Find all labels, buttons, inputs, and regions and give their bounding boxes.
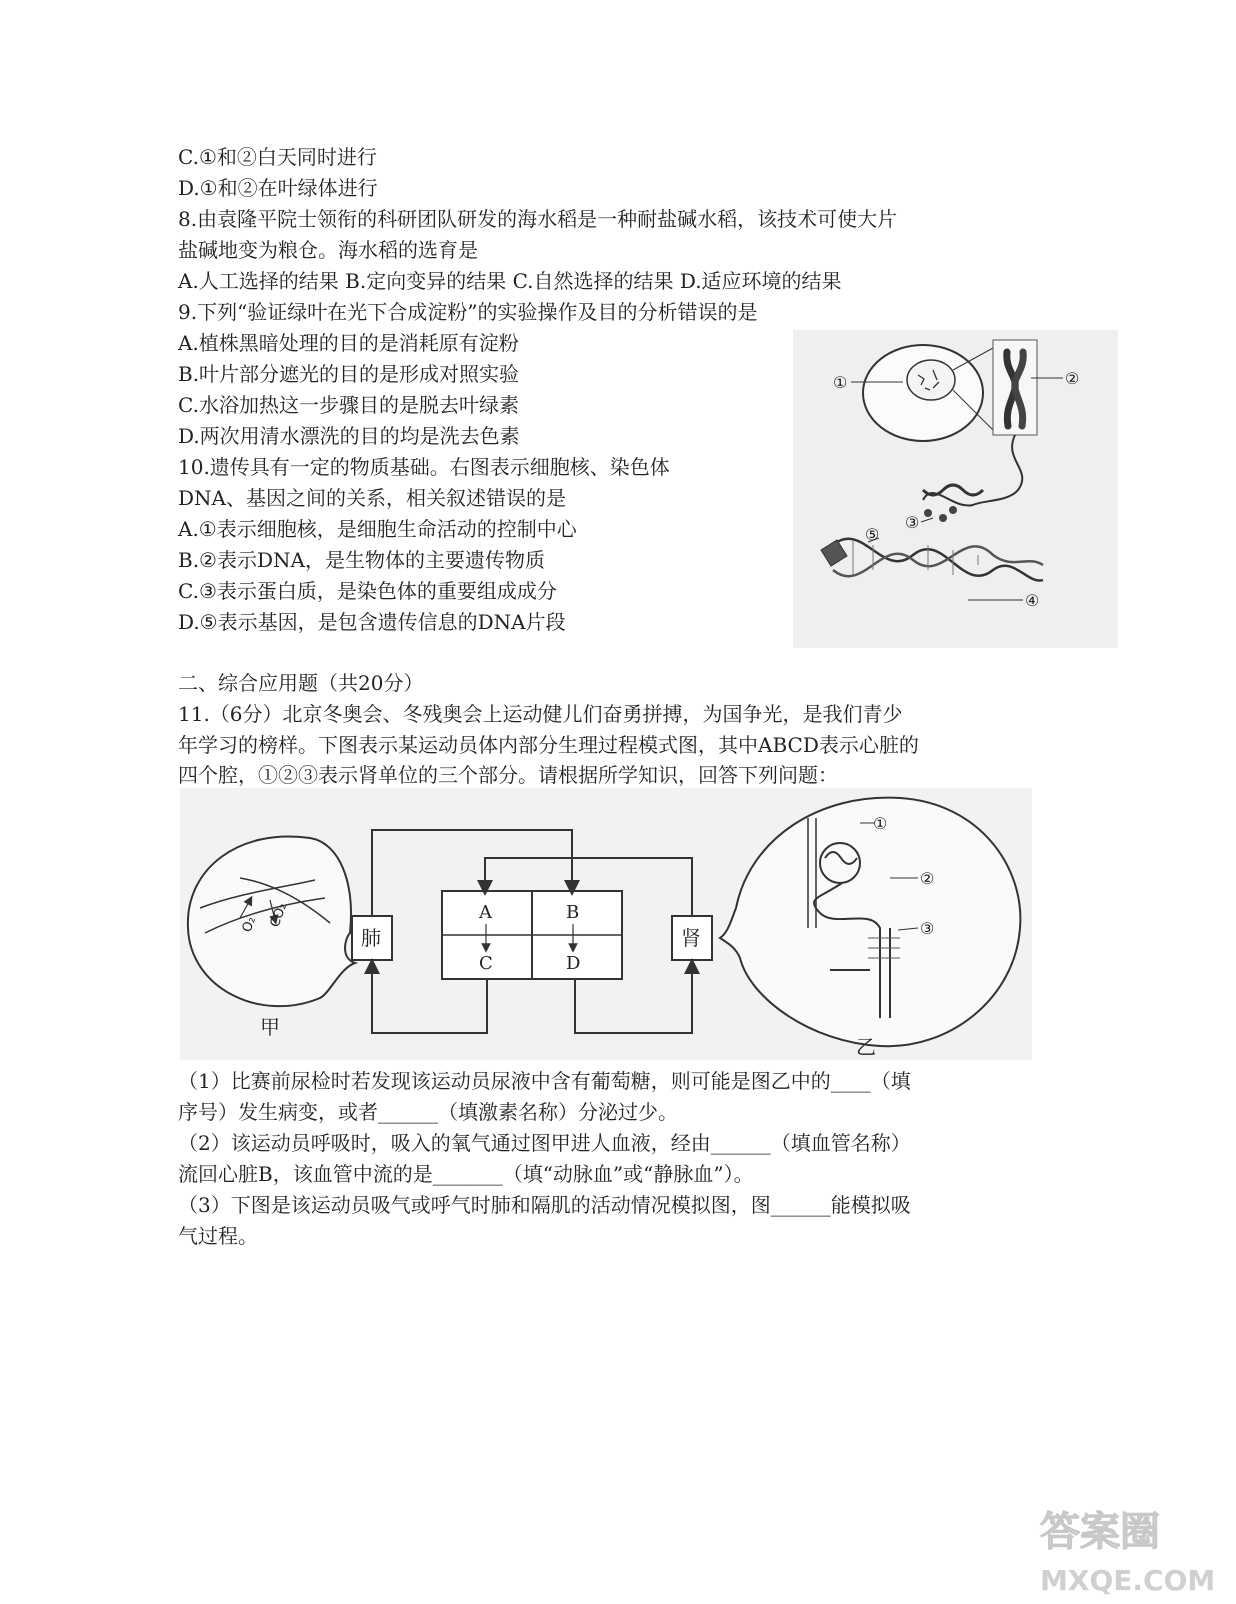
chromosome-dna-diagram [793,330,1118,648]
lung-label: 肺 [361,926,381,950]
watermark-logo [1000,1490,1230,1600]
dna-fig-label-5: ⑤ [865,525,880,544]
q11-stem-line1: 11.（6分）北京冬奥会、冬残奥会上运动健儿们奋勇拼搏，为国争光，是我们青少 [178,702,903,726]
q9-option-a: A.植株黑暗处理的目的是消耗原有淀粉 [178,331,519,355]
q10-figure [793,330,1118,648]
section2-heading: 二、综合应用题（共20分） [178,671,424,695]
dna-fig-label-1: ① [833,373,848,392]
nephron-label-3: ③ [920,919,935,938]
kidney-label: 肾 [681,926,701,950]
q7-option-d: D.①和②在叶绿体进行 [178,176,378,200]
q10-stem-line2: DNA、基因之间的关系，相关叙述错误的是 [178,486,566,510]
chamber-a: A [479,902,492,923]
caption-jia: 甲 [260,1015,280,1039]
dna-fig-label-2: ② [1065,369,1080,388]
dna-helix-strand1 [833,539,1043,581]
co2-label: CO₂ [267,901,291,930]
nephron-bubble [720,798,1020,1047]
watermark-logo-text: 答案圈 [1040,1509,1160,1555]
dna-fig-label-4: ④ [1025,591,1040,610]
q10-option-a: A.①表示细胞核，是细胞生命活动的控制中心 [178,517,577,541]
caption-yi: 乙 [856,1035,876,1059]
chamber-c: C [479,953,493,974]
gene-segment [821,540,847,566]
o2-label: O₂ [239,914,260,935]
q10-option-c: C.③表示蛋白质，是染色体的重要组成成分 [178,579,557,603]
q10-option-b: B.②表示DNA，是生物体的主要遗传物质 [178,548,545,572]
q11-figure [180,788,1032,1060]
q8-stem-line1: 8.由袁隆平院士领衔的科研团队研发的海水稻是一种耐盐碱水稻，该技术可使大片 [178,207,898,231]
watermark-site: MXQE.COM [1040,1564,1216,1597]
q11-sub2-line2: 流回心脏B，该血管中流的是_______（填“动脉血”或“静脉血”）。 [178,1162,754,1186]
nephron-label-2: ② [920,869,935,888]
q11-sub3-line2: 气过程。 [178,1224,258,1248]
q10-option-d: D.⑤表示基因，是包含遗传信息的DNA片段 [178,610,566,634]
q11-sub2-line1: （2）该运动员呼吸时，吸入的氧气通过图甲进人血液，经由______（填血管名称） [178,1131,911,1155]
dna-fig-label-3: ③ [905,513,920,532]
q9-option-b: B.叶片部分遮光的目的是形成对照实验 [178,362,520,386]
q9-option-c: C.水浴加热这一步骤目的是脱去叶绿素 [178,393,519,417]
q11-sub1-line1: （1）比赛前尿检时若发现该运动员尿液中含有葡萄糖，则可能是图乙中的____（填 [178,1069,911,1093]
q7-option-c: C.①和②白天同时进行 [178,145,377,169]
q10-stem-line1: 10.遗传具有一定的物质基础。右图表示细胞核、染色体 [178,455,670,479]
q11-stem-line3: 四个腔，①②③表示肾单位的三个部分。请根据所学知识，回答下列问题： [178,763,838,787]
nucleus [907,360,955,400]
nephron-label-1: ① [873,814,888,833]
chamber-d: D [566,953,581,974]
chamber-b: B [566,902,580,923]
watermark [1000,1490,1230,1600]
q11-sub3-line1: （3）下图是该运动员吸气或呼气时肺和隔肌的活动情况模拟图，图______能模拟吸 [178,1193,911,1217]
q9-option-d: D.两次用清水漂洗的目的均是洗去色素 [178,424,520,448]
q9-stem: 9.下列“验证绿叶在光下合成淀粉”的实验操作及目的分析错误的是 [178,300,758,324]
circulation-diagram [180,788,1032,1060]
q8-stem-line2: 盐碱地变为粮仓。海水稻的选育是 [178,238,478,262]
q8-options: A.人工选择的结果 B.定向变异的结果 C.自然选择的结果 D.适应环境的结果 [178,269,842,293]
q11-sub1-line2: 序号）发生病变，或者______（填激素名称）分泌过少。 [178,1100,678,1124]
q11-stem-line2: 年学习的榜样。下图表示某运动员体内部分生理过程模式图，其中ABCD表示心脏的 [178,733,919,757]
